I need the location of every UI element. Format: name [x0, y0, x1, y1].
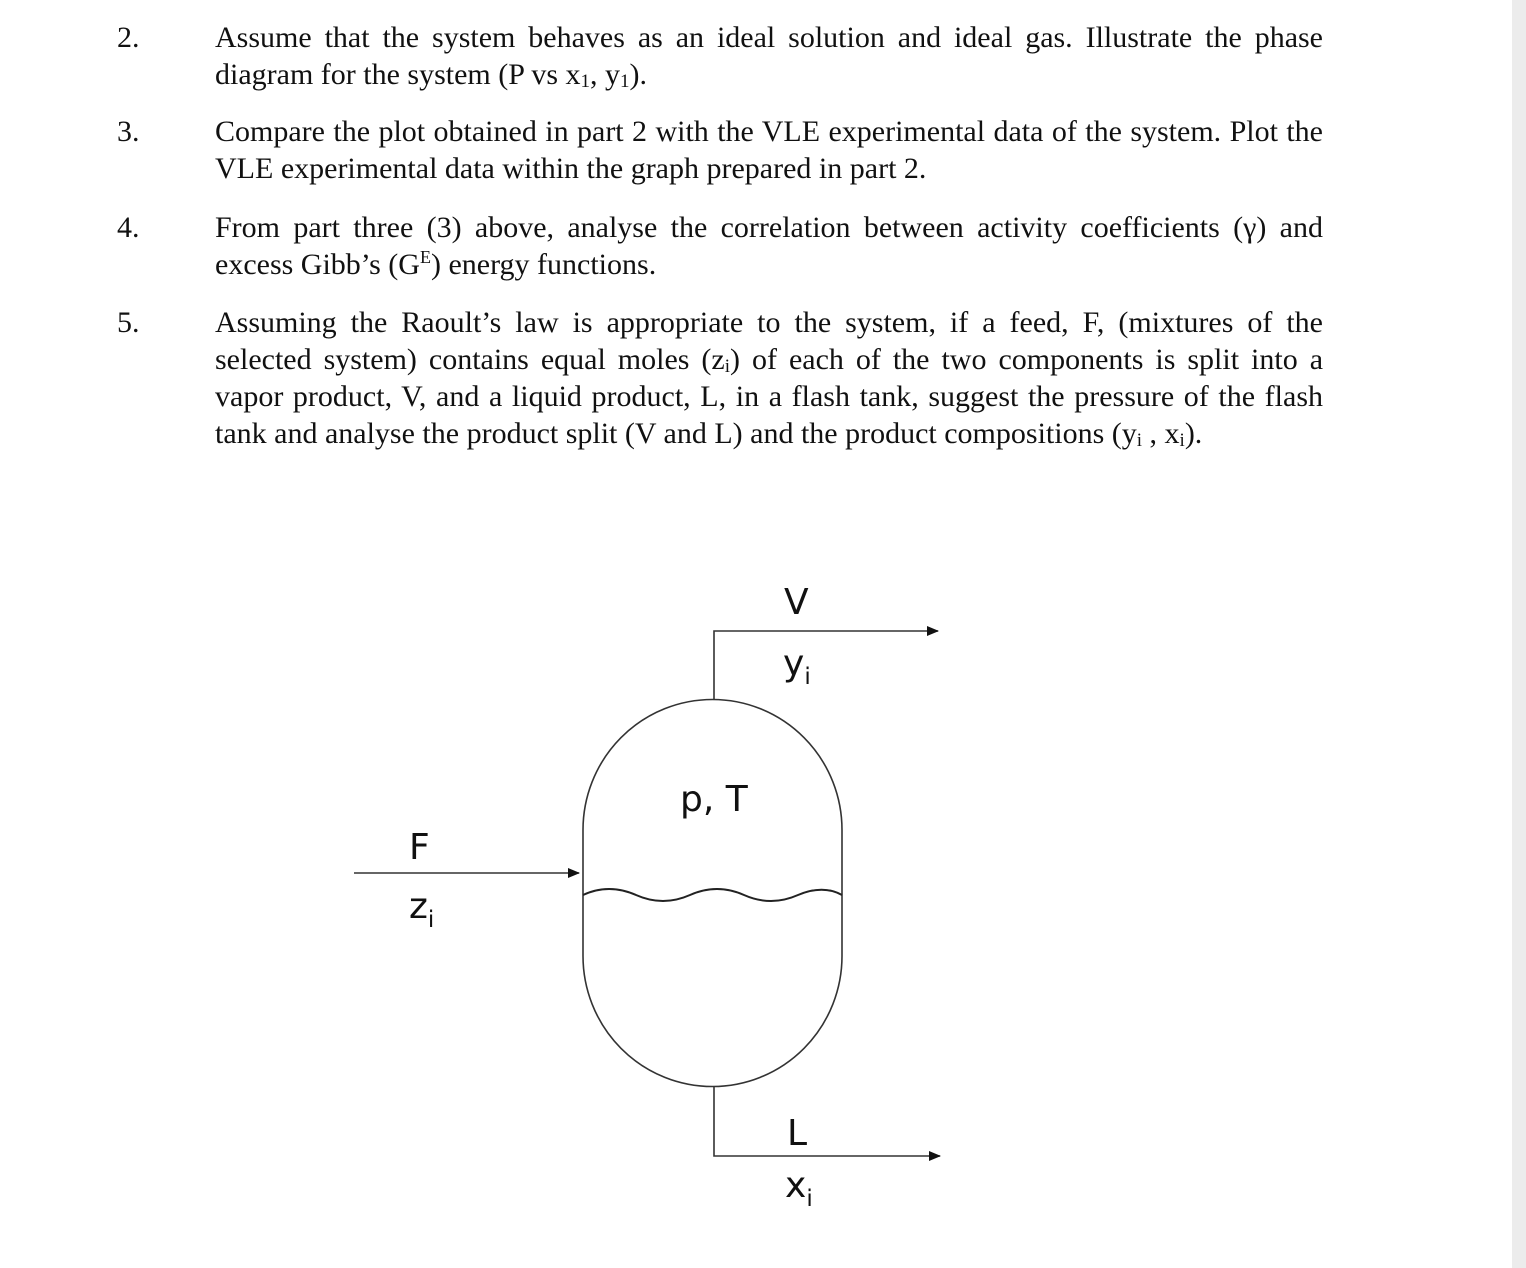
- text-segment: , x: [1142, 417, 1180, 450]
- liquid-label: L: [787, 1113, 808, 1154]
- text-segment: ) of each of the two components is split into a vapor product, V, and a liquid product, L, in a flash tank, suggest the pressure of the flash tank and analyse the product split (V and L) and the product compositions (y: [215, 343, 1324, 450]
- liquid-composition-label: $x_i$: [785, 1165, 813, 1212]
- subscript: i: [1136, 430, 1143, 451]
- liquid-level-line: [583, 889, 842, 901]
- text-segment: ).: [1184, 417, 1203, 450]
- question-number: 3.: [117, 115, 140, 148]
- superscript: E: [419, 247, 431, 267]
- text-segment: ) energy functions.: [430, 248, 657, 281]
- vapor-outlet-line: [714, 631, 938, 700]
- vessel-conditions-label: p, T: [680, 779, 748, 820]
- feed-label: F: [409, 827, 430, 868]
- text-segment: Assume that the system behaves as an ideal solution and ideal gas. Illustrate the phase diagram for the system (P vs x: [215, 21, 1323, 91]
- text-segment: Assuming the Raoult’s law is appropriate to the system, if a feed, F, (mixtures of the selected system) contains equal moles (z: [215, 306, 1323, 376]
- feed-composition-label: $z_i$: [409, 886, 435, 933]
- question-number: 5.: [117, 306, 140, 339]
- text-segment: , y: [590, 58, 620, 91]
- vapor-composition-label: $y_i$: [783, 643, 811, 690]
- question-number: 4.: [117, 211, 140, 244]
- question-number: 2.: [117, 21, 140, 54]
- subscript: i: [724, 356, 731, 377]
- subscript: 1: [580, 71, 590, 92]
- liquid-outlet-line: [714, 1087, 940, 1156]
- subscript: 1: [620, 71, 630, 92]
- text-segment: ).: [629, 58, 647, 91]
- vapor-label: V: [784, 582, 809, 623]
- subscript: i: [1179, 430, 1185, 451]
- text-segment: From part three (3) above, analyse the correlation between activity coefficients (γ) and excess Gibb’s (G: [215, 211, 1323, 281]
- text-segment: Compare the plot obtained in part 2 with the VLE experimental data of the system. Plot the VLE experimental data within the graph prepared in part 2.: [215, 115, 1323, 185]
